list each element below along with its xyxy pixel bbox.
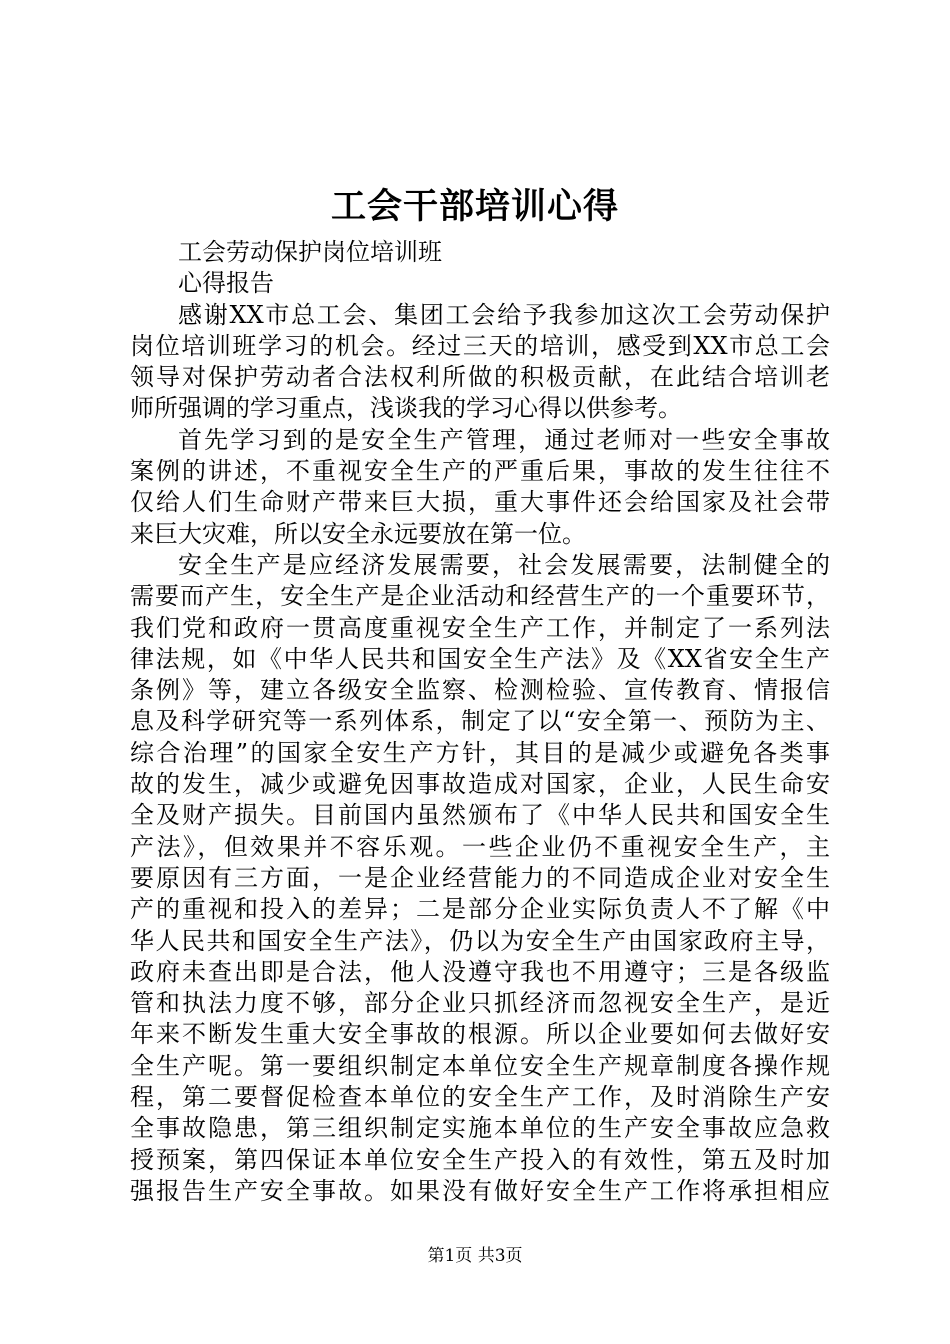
- paragraph-line: 息及科学研究等一系列体系，制定了以“安全第一、预防为主、: [130, 707, 830, 736]
- paragraph-line: 师所强调的学习重点，浅谈我的学习心得以供参考。: [130, 394, 682, 423]
- paragraph-line: 案例的讲述，不重视安全生产的严重后果，事故的发生往往不: [130, 457, 830, 486]
- paragraph-line: 政府未查出即是合法，他人没遵守我也不用遵守；三是各级监: [130, 957, 830, 986]
- paragraph-line: 仅给人们生命财产带来巨大损，重大事件还会给国家及社会带: [130, 488, 830, 517]
- paragraph-line: 产法》，但效果并不容乐观。一些企业仍不重视安全生产，主: [130, 832, 830, 861]
- paragraph-line: 来巨大灾难，所以安全永远要放在第一位。: [130, 519, 586, 548]
- paragraph-line: 全生产呢。第一要组织制定本单位安全生产规章制度各操作规: [130, 1051, 830, 1080]
- subtitle-line: 工会劳动保护岗位培训班: [178, 238, 442, 266]
- paragraph-line: 领导对保护劳动者合法权利所做的积极贡献，在此结合培训老: [130, 363, 830, 392]
- subtitle-line: 心得报告: [178, 269, 274, 298]
- paragraph-line: 故的发生，减少或避免因事故造成对国家，企业，人民生命安: [130, 770, 830, 799]
- paragraph-line: 程，第二要督促检查本单位的安全生产工作，及时消除生产安: [130, 1083, 830, 1112]
- paragraph-line: 年来不断发生重大安全事故的根源。所以企业要如何去做好安: [130, 1020, 830, 1049]
- paragraph-line: 条例》等，建立各级安全监察、检测检验、宣传教育、情报信: [130, 676, 830, 705]
- paragraph-line: 岗位培训班学习的机会。经过三天的培训，感受到XX市总工会: [130, 331, 830, 360]
- paragraph-line: 产的重视和投入的差异；二是部分企业实际负责人不了解《中: [130, 895, 830, 924]
- paragraph-line: 首先学习到的是安全生产管理，通过老师对一些安全事故: [178, 425, 830, 454]
- document-title: 工会干部培训心得: [330, 186, 619, 227]
- paragraph-line: 强报告生产安全事故。如果没有做好安全生产工作将承担相应: [130, 1176, 830, 1205]
- paragraph-line: 全及财产损失。目前国内虽然颁布了《中华人民共和国安全生: [130, 801, 830, 830]
- paragraph-line: 感谢XX市总工会、集团工会给予我参加这次工会劳动保护: [178, 300, 830, 329]
- document-body: [130, 237, 830, 1207]
- paragraph-line: 管和执法力度不够，部分企业只抓经济而忽视安全生产，是近: [130, 989, 830, 1018]
- paragraph-line: 律法规，如《中华人民共和国安全生产法》及《XX省安全生产: [130, 644, 830, 673]
- paragraph-line: 安全生产是应经济发展需要，社会发展需要，法制健全的: [178, 550, 830, 579]
- paragraph-line: 授预案，第四保证本单位安全生产投入的有效性，第五及时加: [130, 1145, 830, 1174]
- paragraph-line: 需要而产生，安全生产是企业活动和经营生产的一个重要环节，: [130, 582, 830, 611]
- paragraph-line: 综合治理”的国家全安生产方针，其目的是减少或避免各类事: [130, 738, 830, 767]
- paragraph-line: 要原因有三方面，一是企业经营能力的不同造成企业对安全生: [130, 863, 830, 892]
- paragraph-line: 全事故隐患，第三组织制定实施本单位的生产安全事故应急救: [130, 1114, 830, 1143]
- paragraph-line: 我们党和政府一贯高度重视安全生产工作，并制定了一系列法: [130, 613, 830, 642]
- paragraph-line: 华人民共和国安全生产法》，仍以为安全生产由国家政府主导，: [130, 926, 830, 955]
- page-number-footer: 第1页 共3页: [427, 1246, 523, 1266]
